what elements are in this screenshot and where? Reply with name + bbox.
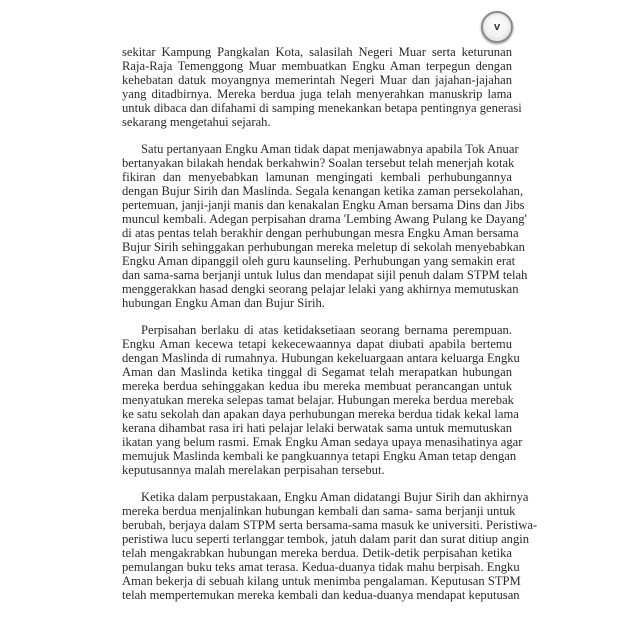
text-line: hubungan Engku Aman dan Bujur Sirih. [122, 296, 325, 310]
text-line: di atas pentas telah berakhir dengan perhubungan mesra Engku Aman bersama [122, 226, 519, 240]
text-line: sekitar Kampung Pangkalan Kota, salasilah Negeri Muar serta keturunan [122, 45, 512, 59]
text-line: sekarang mengetahui sejarah. [122, 115, 271, 129]
text-line: kerana dihambat rasa iri hati pelajar lelaki berwatak sama untuk memutuskan [122, 421, 512, 435]
text-line: menyatukan mereka selepas tamat belajar. Hubungan mereka berdua merebak [122, 393, 514, 407]
text-line: Bujur Sirih sehinggakan perhubungan mereka meletup di sekolah menyebabkan [122, 240, 525, 254]
text-line: dengan Maslinda di rumahnya. Hubungan kekeluargaan antara keluarga Engku [122, 351, 520, 365]
paragraph [122, 323, 523, 477]
paragraph [122, 142, 528, 310]
text-line: mereka berdua menjalinkan hubungan kembali dan sama- sama berjanji untuk [122, 504, 516, 518]
text-line: Raja-Raja Temenggong Muar membuatkan Engku Aman terpegun dengan [122, 59, 512, 73]
page-number-badge [481, 11, 513, 43]
text-line: dan sama-sama berjanji untuk lulus dan mendapat sijil penuh dalam STPM telah [122, 268, 528, 282]
page-number: v [493, 21, 501, 33]
text-line: keputusannya malah merelakan perpisahan tersebut. [122, 463, 385, 477]
text-line: berubah, berjaya dalam STPM serta bersama-sama masuk ke universiti. Peristiwa- [122, 518, 538, 532]
text-line: mereka berdua sehinggakan kedua ibu mereka membuat perancangan untuk [122, 379, 512, 393]
paragraph [122, 490, 538, 602]
text-line: kehebatan datuk moyangnya memerintah Negeri Muar dan jajahan-jajahan [122, 73, 512, 87]
text-line: pertemuan, janji-janji manis dan kenakalan Engku Aman bersama Dins dan Jibs [122, 198, 525, 212]
text-line: telah mengakrabkan hubungan mereka berdua. Detik-detik perpisahan ketika [122, 546, 512, 560]
text-line: pemulangan buku teks amat terasa. Kedua-duanya tidak mahu berpisah. Engku [122, 560, 520, 574]
text-line: Engku Aman kecewa tetapi kekecewaannya dapat diubati apabila bertemu [122, 337, 512, 351]
text-line: fikiran dan menyebabkan lamunan mengingati kembali perhubungannya [122, 170, 512, 184]
text-line: untuk dibaca dan difahami di samping menekankan betapa pentingnya generasi [122, 101, 522, 115]
text-line: memujuk Maslinda kembali ke pangkuannya tetapi Engku Aman tetap dengan [122, 449, 517, 463]
text-line: ikatan yang belum rasmi. Emak Engku Aman sedaya upaya menasihatinya agar [122, 435, 523, 449]
text-line: menggerakkan hasad dengki seorang pelajar lelaki yang akhirnya memutuskan [122, 282, 519, 296]
text-line: yang ditadbirnya. Mereka berdua juga telah menyerahkan manuskrip lama [122, 87, 512, 101]
document-body [122, 45, 538, 615]
text-line: telah mempertemukan mereka kembali dan kedua-duanya mendapat keputusan [122, 588, 520, 602]
paragraph [122, 45, 522, 129]
text-line: Engku Aman dipanggil oleh guru kaunseling. Perhubungan yang semakin erat [122, 254, 516, 268]
text-line: bertanyakan bilakah hendak berkahwin? Soalan tersebut telah menerjah kotak [122, 156, 515, 170]
text-line: dengan Bujur Sirih dan Maslinda. Segala kenangan ketika zaman persekolahan, [122, 184, 524, 198]
text-line: Aman bekerja di sebuah kilang untuk menimba pengalaman. Keputusan STPM [122, 574, 521, 588]
text-line: Satu pertanyaan Engku Aman tidak dapat menjawabnya apabila Tok Anuar [141, 142, 519, 156]
text-line: peristiwa lucu seperti terlanggar tembok, jatuh dalam parit dan surat ditiup angin [122, 532, 530, 546]
text-line: muncul kembali. Adegan perpisahan drama 'Lembing Awang Pulang ke Dayang' [122, 212, 527, 226]
text-line: Ketika dalam perpustakaan, Engku Aman didatangi Bujur Sirih dan akhirnya [141, 490, 529, 504]
text-line: Perpisahan berlaku di atas ketidaksetiaan seorang bernama perempuan. [141, 323, 512, 337]
text-line: ke satu sekolah dan apakan daya perhubungan mereka berdua tidak kekal lama [122, 407, 519, 421]
text-line: Aman dan Maslinda ketika tinggal di Segamat telah merapatkan hubungan [122, 365, 512, 379]
